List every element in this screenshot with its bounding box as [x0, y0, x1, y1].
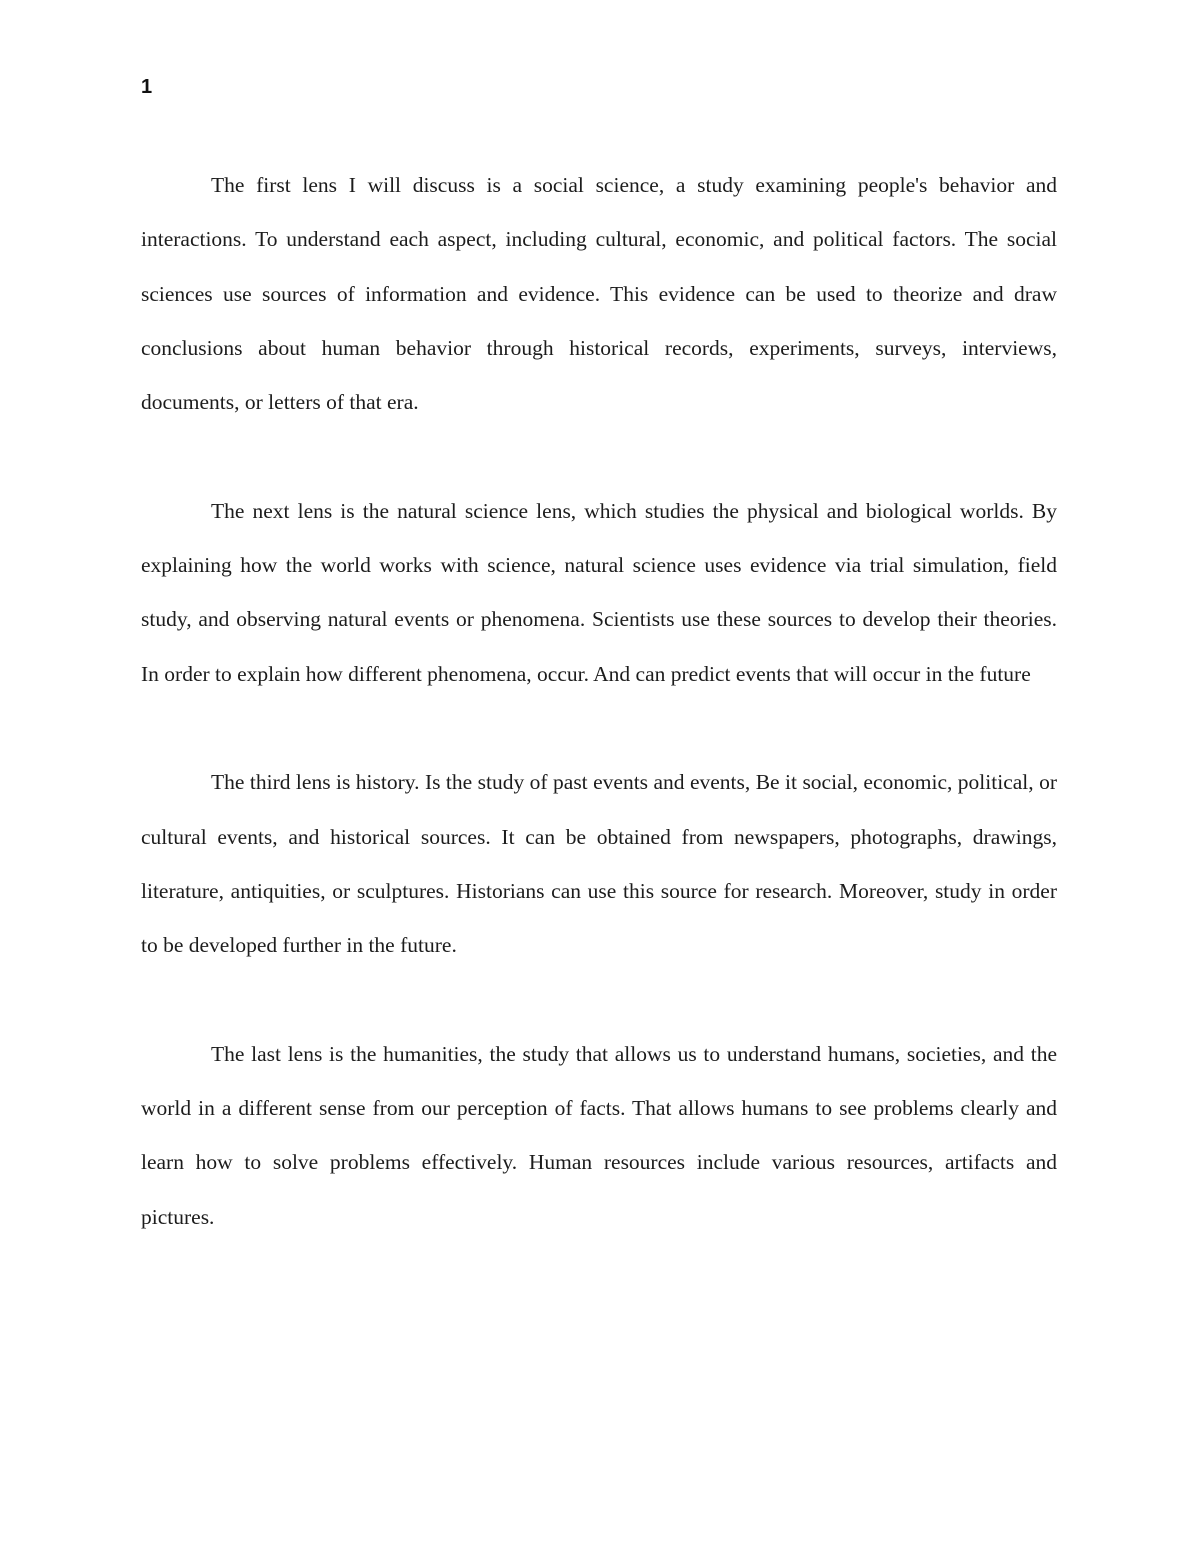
- page-number: 1: [141, 76, 153, 98]
- document-body: [141, 158, 1057, 1244]
- paragraph-history: The third lens is history. Is the study of past events and events, Be it social, economic, political, or cultural events, and historical sources. It can be obtained from newspapers, photographs, drawings, literature, antiquities, or sculptures. Historians can use this source for research. Moreover, study in order to be developed further in the future.: [141, 770, 1057, 958]
- paragraph-social-science: The first lens I will discuss is a social science, a study examining people's behavior and interactions. To understand each aspect, including cultural, economic, and political factors. The social sciences use sources of information and evidence. This evidence can be used to theorize and draw conclusions about human behavior through historical records, experiments, surveys, interviews, documents, or letters of that era.: [141, 173, 1057, 415]
- paragraph-humanities: The last lens is the humanities, the study that allows us to understand humans, societies, and the world in a different sense from our perception of facts. That allows humans to see problems clearly and learn how to solve problems effectively. Human resources include various resources, artifacts and pictures.: [141, 1041, 1057, 1229]
- paragraph-natural-science: The next lens is the natural science lens, which studies the physical and biological worlds. By explaining how the world works with science, natural science uses evidence via trial simulation, field study, and observing natural events or phenomena. Scientists use these sources to develop their theories. In order to explain how different phenomena, occur. And can predict events that will occur in the future: [141, 498, 1057, 686]
